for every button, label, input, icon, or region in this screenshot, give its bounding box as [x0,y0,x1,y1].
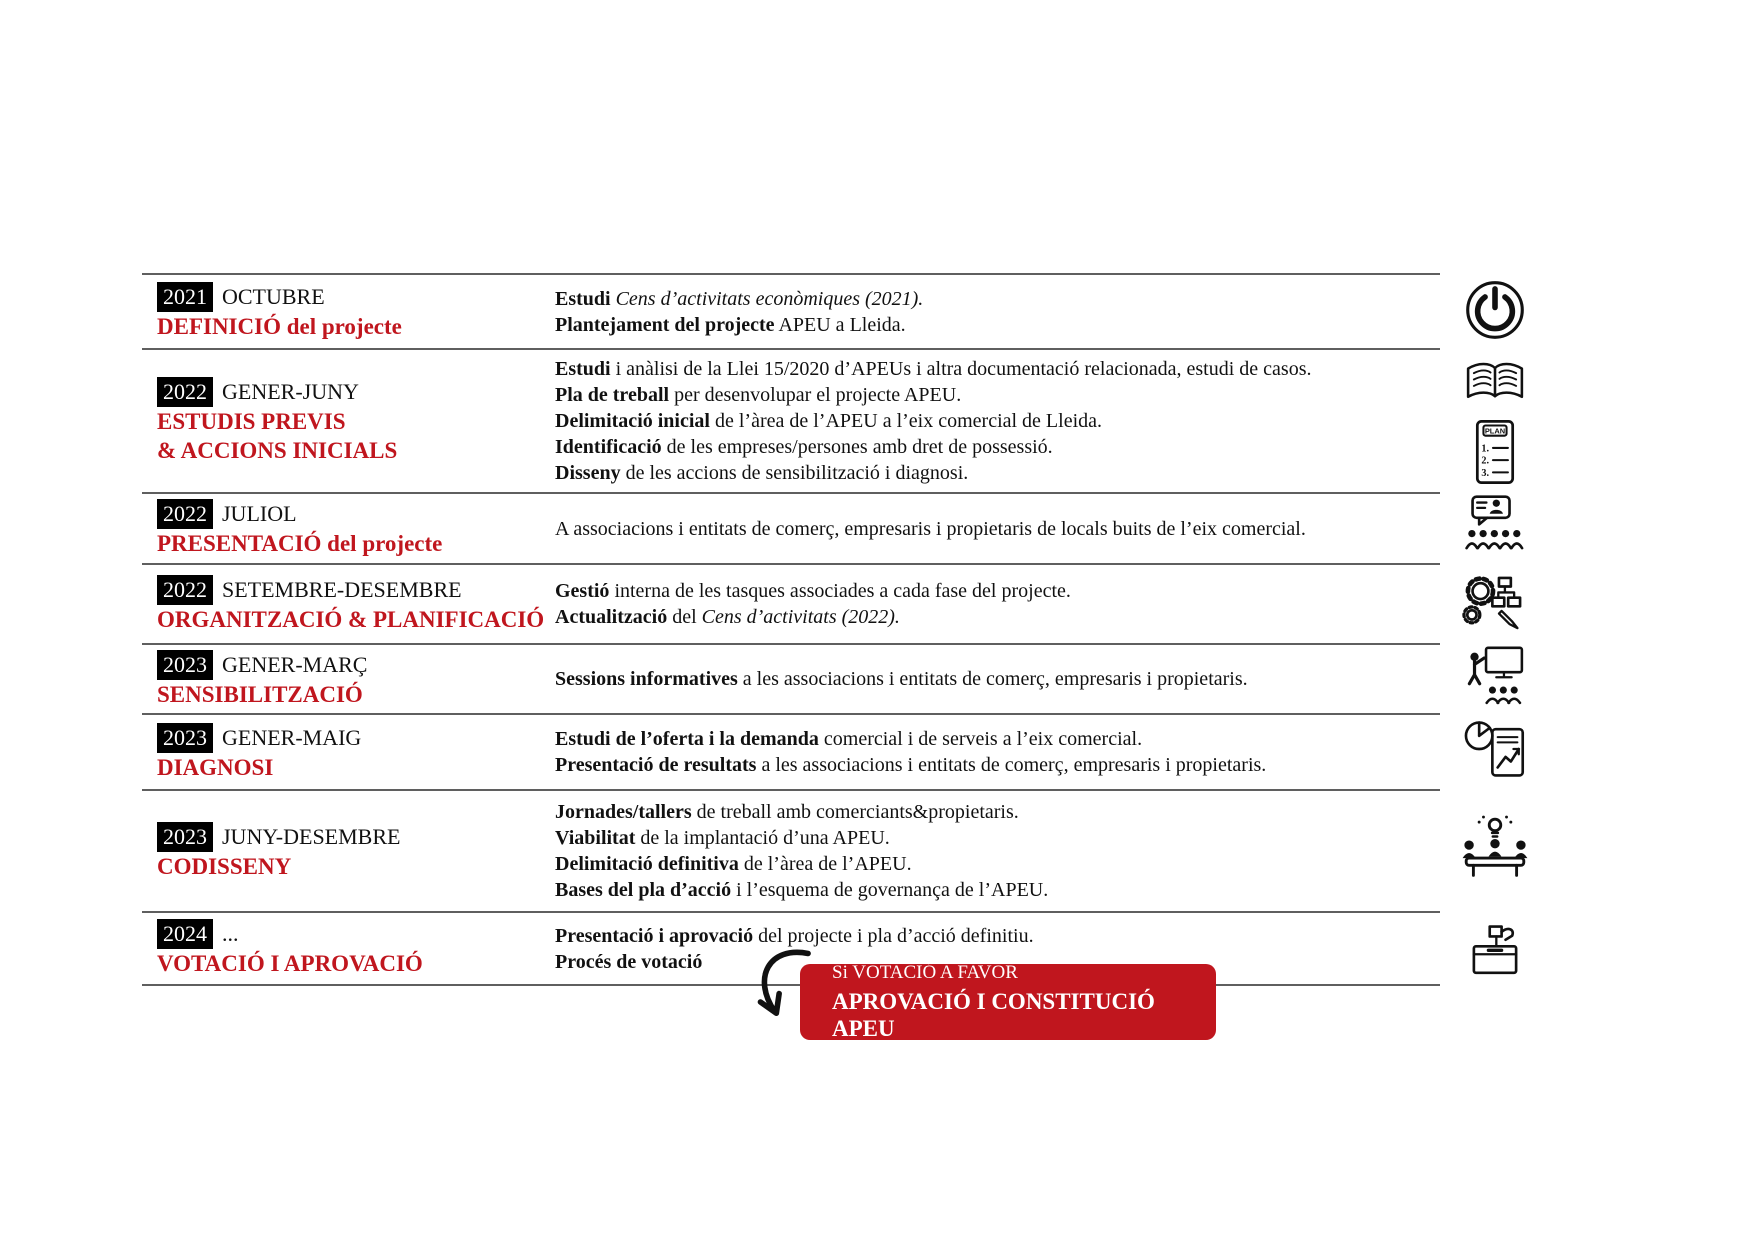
detail-segment: A associacions i entitats de comerç, empresaris i propietaris de locals buits de l’eix comercial. [555,517,1306,540]
open-book-icon [1463,352,1527,416]
phase-title: ESTUDIS PREVIS [157,409,346,434]
detail-segment: de treball amb comerciants&propietaris. [691,801,1019,823]
phase-title: VOTACIÓ I APROVACIÓ [157,951,423,976]
detail-segment: Gestió [555,580,610,602]
callout-result: APROVACIÓ I CONSTITUCIÓ APEU [832,989,1155,1041]
year-badge: 2023 [157,723,213,753]
detail-segment: Disseny [555,462,621,484]
period-label: GENER-MARÇ [222,651,368,677]
detail-segment: Estudi de l’oferta i la demanda [555,728,819,750]
year-badge: 2021 [157,282,213,312]
detail-segment: Sessions informatives [555,668,738,690]
detail-line [555,825,1434,851]
phase-title: ORGANITZACIÓ & PLANIFICACIÓ [157,606,545,632]
power-icon [1464,279,1526,341]
detail-line [555,799,1434,825]
phase-details [555,645,1440,713]
detail-segment: per desenvolupar el projecte APEU. [669,384,962,406]
phase-details [555,275,1440,348]
detail-line [555,578,1434,604]
period-label: JUNY-DESEMBRE [222,823,401,849]
detail-segment: de l’àrea de l’APEU a l’eix comercial de Lleida. [709,410,1103,432]
timeline-row [142,273,1440,348]
date-line [157,919,555,949]
phase-cell [142,791,555,911]
date-line [157,282,555,312]
detail-segment: Cens d’activitats (2022). [701,606,900,628]
detail-line [555,923,1434,949]
year-badge: 2022 [157,377,213,407]
detail-segment: Delimitació inicial [555,410,710,432]
detail-line [555,408,1434,434]
detail-segment: Viabilitat [555,827,636,849]
detail-segment: Plantejament del projecte [555,313,775,336]
phase-title: PRESENTACIÓ del projecte [157,531,443,556]
date-line [157,377,555,407]
detail-segment: APEU a Lleida. [774,313,906,336]
phase-cell [142,645,555,713]
detail-line [555,604,1434,630]
detail-line [555,312,1434,338]
ballot-box-icon [1462,916,1528,982]
detail-segment: Estudi [555,287,611,310]
date-line [157,575,555,605]
timeline-table [142,273,1440,986]
detail-segment: Jornades/tallers [555,801,692,823]
phase-title: CODISSENY [157,853,292,879]
phase-details [555,494,1440,563]
detail-segment: del projecte i pla d’acció definitiu. [753,924,1034,947]
detail-segment: interna de les tasques associades a cada fase del projecte. [609,580,1071,602]
detail-segment: Cens d’activitats econòmiques (2021). [615,287,924,310]
detail-segment: Actualització [555,606,668,628]
detail-segment: i l’esquema de governança de l’APEU. [731,879,1049,901]
svg-text:3.: 3. [1481,467,1490,479]
detail-segment: i anàlisi de la Llei 15/2020 d’APEUs i altra documentació relacionada, estudi de casos. [610,358,1312,380]
detail-line [555,516,1434,542]
detail-segment: Identificació [555,436,662,458]
detail-segment: Pla de treball [555,384,670,406]
phase-cell [142,494,555,563]
detail-line [555,726,1434,752]
detail-segment: Bases del pla d’acció [555,879,732,901]
period-label: SETEMBRE-DESEMBRE [222,576,462,602]
timeline-row [142,492,1440,563]
detail-line [555,356,1434,382]
svg-text:1.: 1. [1481,443,1490,455]
detail-segment: de la implantació d’una APEU. [635,827,890,849]
date-line [157,650,555,680]
gears-organization-icon [1462,570,1528,636]
phase-title: & ACCIONS INICIALS [157,438,398,463]
year-badge: 2023 [157,822,213,852]
detail-line [555,752,1434,778]
detail-segment: Presentació de resultats [555,754,757,776]
detail-segment: comercial i de serveis a l’eix comercial. [818,728,1143,750]
year-badge: 2024 [157,919,213,949]
year-badge: 2022 [157,575,213,605]
phase-cell [142,565,555,643]
date-line [157,723,555,753]
timeline-row [142,713,1440,789]
detail-line [555,666,1434,692]
approval-callout [800,964,1216,1040]
detail-segment: a les associacions i entitats de comerç, empresaris i propietaris. [737,668,1248,690]
phase-details [555,791,1440,911]
period-label: OCTUBRE [222,284,325,309]
phase-cell [142,350,555,492]
timeline-row [142,348,1440,492]
detail-segment: Procés de votació [555,950,703,973]
informative-session-icon [1463,644,1527,708]
detail-line [555,382,1434,408]
detail-segment: Delimitació definitiva [555,853,739,875]
timeline-row [142,643,1440,713]
phase-details [555,350,1440,492]
year-badge: 2022 [157,499,213,529]
phase-cell [142,913,555,984]
svg-text:2.: 2. [1481,455,1490,467]
detail-segment: Estudi [555,358,611,380]
phase-title: DIAGNOSI [157,754,274,780]
period-label: JULIOL [222,501,297,526]
workshop-table-icon [1459,812,1531,884]
plan-checklist-icon [1461,418,1529,486]
detail-segment: de les accions de sensibilització i diagnosi. [620,462,969,484]
period-label: ... [222,921,239,946]
phase-title: SENSIBILITZACIÓ [157,681,363,707]
phase-cell [142,715,555,789]
callout-condition: Si VOTACIÓ A FAVOR [832,962,1018,983]
year-badge: 2023 [157,650,213,680]
detail-segment: de les empreses/persones amb dret de possessió. [661,436,1053,458]
phase-details [555,715,1440,789]
charts-results-icon [1462,716,1528,782]
detail-line [555,460,1434,486]
date-line [157,822,555,852]
detail-line [555,286,1434,312]
period-label: GENER-JUNY [222,379,359,404]
phase-details [555,565,1440,643]
detail-segment: Presentació i aprovació [555,924,754,947]
phase-cell [142,275,555,348]
period-label: GENER-MAIG [222,724,362,750]
detail-line [555,434,1434,460]
detail-line [555,851,1434,877]
phase-title: DEFINICIÓ del projecte [157,314,402,339]
speaker-audience-icon [1462,494,1528,560]
detail-segment: a les associacions i entitats de comerç, empresaris i propietaris. [756,754,1267,776]
detail-segment: del [667,606,702,628]
timeline-row [142,789,1440,911]
detail-segment: de l’àrea de l’APEU. [738,853,912,875]
date-line [157,499,555,529]
timeline-row [142,563,1440,643]
svg-text:PLAN: PLAN [1484,426,1506,436]
detail-line [555,877,1434,903]
